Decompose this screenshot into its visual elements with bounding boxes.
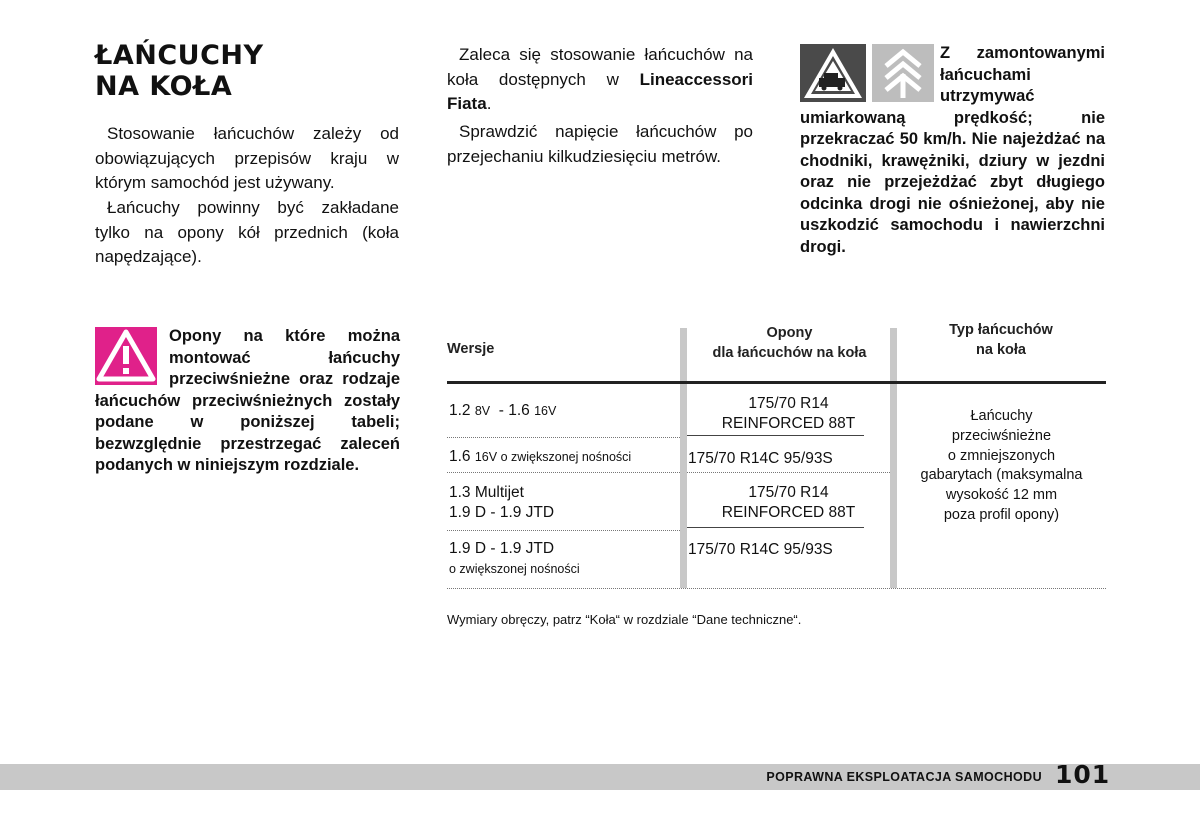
row1-version-a: 1.2 bbox=[449, 402, 475, 419]
row3-tyre-line2: REINFORCED 88T bbox=[721, 504, 856, 521]
page-title bbox=[95, 40, 264, 102]
header-chains-line1: Typ łańcuchów bbox=[949, 322, 1053, 338]
header-tyres bbox=[687, 323, 892, 363]
row4-version-line2: o zwiększonej nośności bbox=[449, 562, 580, 576]
lineaccessori-link-text: Lineaccessori Fiata bbox=[447, 69, 753, 113]
table-bottom-rule bbox=[447, 588, 1106, 589]
chains-desc-line: przeciwśnieżne bbox=[951, 427, 1052, 444]
row2-version-sub: 16V o zwiększonej nośności bbox=[474, 450, 632, 464]
header-rule bbox=[447, 381, 1106, 384]
table-row-2-version bbox=[449, 447, 631, 467]
title-line-1: ŁAŃCUCHY bbox=[95, 40, 264, 71]
right-warning-text bbox=[800, 43, 1105, 258]
row-divider bbox=[687, 472, 890, 473]
row1-version-sub2: 16V bbox=[534, 404, 557, 418]
row3-tyre-line1: 175/70 R14 bbox=[748, 484, 829, 501]
header-chains-line2: na koła bbox=[976, 342, 1026, 358]
table-row-4-tyre: 175/70 R14C 95/93S bbox=[688, 541, 833, 558]
chains-desc-line: poza profil opony) bbox=[943, 506, 1060, 523]
left-warning-body: Opony na które można montować łańcuchy przeciwśnieżne oraz rodzaje łańcuchów przeciwśnieżnych zostały podane w poniższej tabeli; bezwzględnie przestrzegać zaleceń podanych w niniejszym rozdziale. bbox=[95, 327, 400, 474]
row1-version-b: - 1.6 bbox=[490, 402, 535, 419]
header-versions: Wersje bbox=[447, 341, 495, 357]
table-row-1-version bbox=[449, 401, 556, 421]
chains-desc-line: Łańcuchy bbox=[970, 408, 1033, 424]
row-divider bbox=[687, 527, 864, 528]
header-chains bbox=[896, 320, 1106, 360]
page-number: 101 bbox=[1055, 760, 1111, 789]
table-row-2-tyre: 175/70 R14C 95/93S bbox=[688, 450, 833, 467]
left-paragraph-1: Stosowanie łańcuchów zależy od obowiązujących przepisów kraju w którym samochód jest używany. bbox=[95, 124, 399, 192]
chains-desc-line: wysokość 12 mm bbox=[945, 487, 1058, 504]
middle-p1-start: Zaleca się stosowanie łańcuchów na koła dostępnych w bbox=[447, 45, 753, 89]
row2-version-a: 1.6 bbox=[449, 448, 475, 465]
right-warning-body: Z zamontowanymi łańcuchami utrzymywać umiarkowaną prędkość; nie przekraczać 50 km/h. Nie najeżdżać na chodniki, krawężniki, dziury w jezdni oraz nie przejeżdżać zbyt długiego odcinka drogi nie ośnieżonej, aby nie uszkodzić samochodu i nawierzchni drogi. bbox=[800, 44, 1105, 256]
table-row-4-version bbox=[449, 539, 580, 579]
header-tyres-line2: dla łańcuchów na koła bbox=[712, 345, 867, 361]
row3-version-line2: 1.9 D - 1.9 JTD bbox=[449, 504, 555, 521]
header-tyres-line1: Opony bbox=[766, 325, 813, 341]
middle-paragraph-1 bbox=[447, 43, 753, 117]
row1-tyre-line1: 175/70 R14 bbox=[748, 395, 829, 412]
chains-desc-line: gabarytach (maksymalna bbox=[920, 467, 1083, 484]
column-separator bbox=[680, 328, 687, 588]
row1-tyre-line2: REINFORCED 88T bbox=[721, 415, 856, 432]
title-line-2: NA KOŁA bbox=[95, 71, 233, 102]
middle-p1-end: . bbox=[486, 94, 492, 113]
row-divider bbox=[447, 437, 680, 438]
middle-paragraph-2: Sprawdzić napięcie łańcuchów po przejechaniu kilkudziesięciu metrów. bbox=[447, 122, 753, 166]
footer-section-title: POPRAWNA EKSPLOATACJA SAMOCHODU bbox=[766, 770, 1042, 784]
table-row-1-tyre bbox=[687, 394, 890, 434]
chains-desc-line: o zmniejszonych bbox=[947, 447, 1056, 464]
row-divider bbox=[447, 530, 680, 531]
row1-version-sub1: 8V bbox=[474, 404, 491, 418]
left-paragraph-2: Łańcuchy powinny być zakładane tylko na opony kół przednich (koła napędzające). bbox=[95, 198, 399, 266]
rim-dimensions-note: Wymiary obręczy, patrz “Koła“ w rozdziale “Dane techniczne“. bbox=[447, 612, 802, 627]
table-row-3-version bbox=[449, 483, 554, 523]
chains-description bbox=[897, 407, 1106, 526]
left-warning-text bbox=[95, 326, 400, 477]
row-divider bbox=[687, 435, 864, 436]
table-row-3-tyre bbox=[687, 483, 890, 523]
column-separator bbox=[890, 328, 897, 588]
row4-version-line1: 1.9 D - 1.9 JTD bbox=[449, 540, 555, 557]
row3-version-line1: 1.3 Multijet bbox=[449, 484, 524, 501]
row-divider bbox=[447, 472, 680, 473]
